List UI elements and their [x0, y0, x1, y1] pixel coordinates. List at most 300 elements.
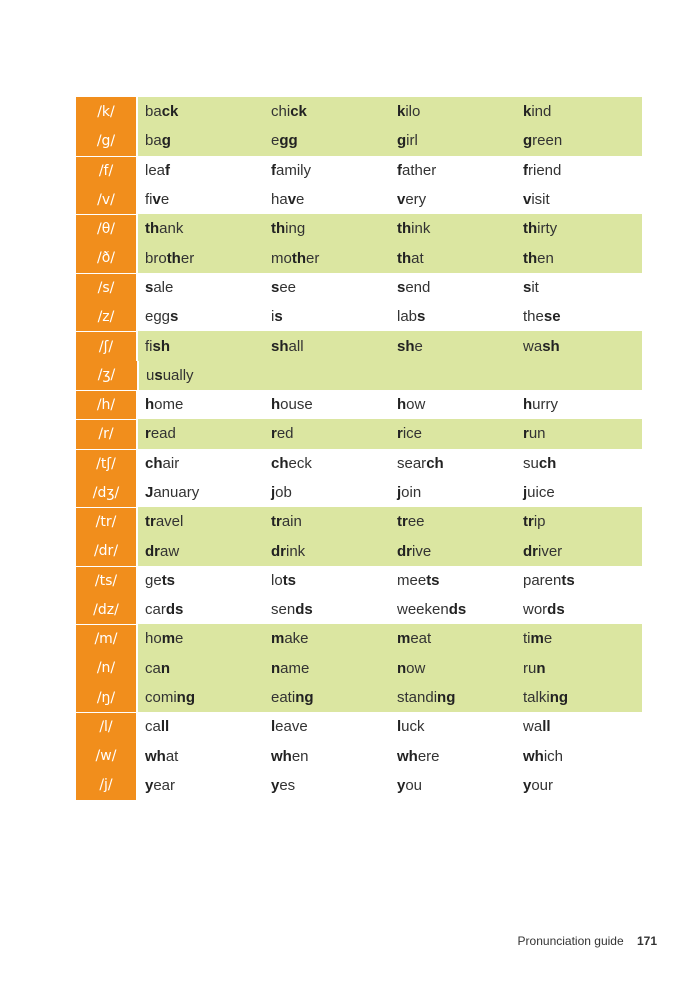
- word-part: iver: [538, 542, 563, 560]
- word-part: paren: [523, 571, 562, 589]
- example-word: [516, 484, 642, 501]
- phoneme-symbol: /v/: [76, 185, 138, 214]
- word-part: ead: [150, 425, 176, 443]
- example-word: [138, 308, 264, 325]
- example-words: [138, 214, 642, 243]
- example-word: [516, 572, 642, 589]
- word-part: ing: [285, 220, 306, 238]
- example-word: [516, 601, 642, 618]
- word-part: sen: [271, 601, 296, 619]
- highlighted-sound: ds: [165, 601, 184, 619]
- highlighted-sound: J: [145, 484, 154, 501]
- word-part: ho: [145, 630, 162, 648]
- highlighted-sound: y: [271, 776, 280, 794]
- phoneme-symbol: /n/: [76, 654, 138, 683]
- example-word: [516, 660, 642, 677]
- highlighted-sound: j: [397, 484, 402, 501]
- highlighted-sound: dr: [271, 542, 286, 560]
- example-word: [390, 630, 516, 647]
- highlighted-sound: ts: [426, 571, 440, 589]
- example-word: [264, 162, 390, 179]
- example-word: [138, 718, 264, 735]
- page-footer: [518, 934, 657, 948]
- word-part: avel: [155, 513, 184, 531]
- example-word: [138, 279, 264, 296]
- example-word: [390, 660, 516, 677]
- sound-group: [76, 331, 642, 390]
- highlighted-sound: ts: [282, 571, 297, 589]
- example-word: [390, 718, 516, 735]
- example-word: [390, 162, 516, 179]
- example-word: [390, 543, 516, 560]
- word-part: chi: [271, 103, 291, 121]
- example-word: [390, 484, 516, 501]
- word-part: talki: [523, 689, 550, 707]
- word-part: reen: [532, 132, 563, 150]
- word-part: ed: [276, 425, 294, 443]
- example-word: [264, 308, 390, 325]
- word-part: car: [145, 601, 166, 619]
- word-part: ow: [406, 396, 426, 414]
- example-word: [264, 689, 390, 706]
- highlighted-sound: sh: [271, 337, 289, 355]
- word-part: ake: [284, 630, 309, 648]
- highlighted-sound: ch: [271, 454, 289, 472]
- highlighted-sound: ch: [538, 454, 557, 472]
- highlighted-sound: y: [145, 776, 154, 794]
- phoneme-symbol: /r/: [76, 419, 138, 448]
- word-part: mo: [271, 249, 292, 267]
- example-word: [138, 455, 264, 472]
- phoneme-symbol: /dz/: [76, 595, 138, 624]
- table-row: [76, 126, 642, 155]
- example-word: [264, 279, 390, 296]
- example-word: [390, 513, 516, 530]
- table-row: [76, 419, 642, 448]
- word-part: ink: [411, 220, 431, 238]
- sound-group: [76, 273, 642, 332]
- example-words: [138, 273, 642, 302]
- example-word: [264, 543, 390, 560]
- highlighted-sound: r: [145, 425, 151, 443]
- table-row: [76, 624, 642, 653]
- highlighted-sound: th: [523, 220, 538, 238]
- highlighted-sound: n: [160, 659, 171, 677]
- highlighted-sound: m: [271, 630, 285, 648]
- word-part: the: [523, 308, 544, 326]
- example-words: [138, 654, 642, 683]
- phoneme-symbol: /z/: [76, 302, 138, 331]
- highlighted-sound: tr: [271, 513, 282, 531]
- highlighted-sound: j: [271, 484, 276, 501]
- example-word: [516, 279, 642, 296]
- example-word: [138, 250, 264, 267]
- highlighted-sound: v: [152, 191, 161, 209]
- word-part: ha: [271, 191, 288, 209]
- example-word: [516, 689, 642, 706]
- example-word: [390, 220, 516, 237]
- highlighted-sound: f: [271, 161, 276, 179]
- highlighted-sound: g: [523, 132, 533, 150]
- word-part: ip: [533, 513, 546, 531]
- highlighted-sound: h: [397, 396, 407, 414]
- highlighted-sound: n: [397, 659, 407, 677]
- example-word: [138, 103, 264, 120]
- example-word: [516, 220, 642, 237]
- word-part: ink: [286, 542, 306, 560]
- example-words: [138, 97, 642, 126]
- example-words: [138, 449, 642, 478]
- word-part: mee: [397, 571, 427, 589]
- example-word: [138, 425, 264, 442]
- highlighted-sound: tr: [397, 513, 408, 531]
- example-word: [390, 308, 516, 325]
- example-word: [390, 455, 516, 472]
- highlighted-sound: ll: [542, 718, 551, 736]
- table-row: [76, 536, 642, 565]
- example-word: [264, 718, 390, 735]
- example-word: [138, 220, 264, 237]
- example-words: [138, 126, 642, 155]
- word-part: er: [306, 249, 320, 267]
- example-word: [516, 513, 642, 530]
- example-words: [138, 390, 642, 419]
- highlighted-sound: f: [523, 161, 528, 179]
- word-part: ou: [405, 776, 423, 794]
- highlighted-sound: y: [523, 776, 532, 794]
- example-word: [138, 777, 264, 794]
- example-words: [138, 595, 642, 624]
- example-words: [138, 683, 642, 712]
- highlighted-sound: r: [397, 425, 403, 443]
- word-part: fi: [145, 191, 153, 209]
- highlighted-sound: g: [397, 132, 407, 150]
- example-word: [264, 601, 390, 618]
- example-word: [264, 396, 390, 413]
- example-word: [264, 748, 390, 765]
- word-part: ru: [523, 659, 537, 677]
- highlighted-sound: v: [397, 191, 406, 209]
- highlighted-sound: ll: [160, 718, 170, 736]
- example-word: [390, 748, 516, 765]
- highlighted-sound: sh: [152, 337, 171, 355]
- word-part: comi: [145, 689, 177, 707]
- example-word: [138, 338, 264, 355]
- example-word: [516, 630, 642, 647]
- example-word: [516, 191, 642, 208]
- table-row: [76, 478, 642, 507]
- phoneme-symbol: /ts/: [76, 566, 138, 595]
- word-part: e: [175, 630, 184, 648]
- highlighted-sound: f: [165, 161, 171, 179]
- highlighted-sound: th: [397, 249, 412, 267]
- example-word: [516, 396, 642, 413]
- example-words: [138, 507, 642, 536]
- table-row: [76, 654, 642, 683]
- example-words: [138, 185, 642, 214]
- word-part: ere: [417, 747, 440, 765]
- example-word: [516, 308, 642, 325]
- example-word: [138, 162, 264, 179]
- example-word: [390, 132, 516, 149]
- highlighted-sound: dr: [145, 542, 160, 560]
- word-part: eave: [275, 718, 308, 736]
- highlighted-sound: m: [530, 630, 544, 648]
- word-part: eat: [410, 630, 432, 648]
- table-row: [76, 273, 642, 302]
- example-word: [138, 601, 264, 618]
- table-row: [76, 390, 642, 419]
- highlighted-sound: ng: [295, 689, 314, 707]
- phoneme-symbol: /m/: [76, 624, 138, 653]
- word-part: at: [165, 747, 179, 765]
- highlighted-sound: th: [166, 249, 181, 267]
- highlighted-sound: sh: [397, 337, 415, 355]
- example-word: [264, 250, 390, 267]
- word-part: u: [146, 366, 155, 384]
- example-word: [264, 484, 390, 501]
- highlighted-sound: th: [291, 249, 307, 267]
- example-word: [264, 455, 390, 472]
- table-row: [76, 595, 642, 624]
- highlighted-sound: gg: [279, 132, 298, 150]
- phoneme-symbol: /w/: [76, 742, 138, 771]
- example-word: [390, 572, 516, 589]
- highlighted-sound: r: [523, 425, 529, 443]
- word-part: end: [405, 278, 431, 296]
- word-part: oin: [401, 484, 422, 501]
- word-part: ery: [405, 191, 427, 209]
- word-part: weeken: [397, 601, 449, 619]
- example-words: [138, 478, 642, 507]
- word-part: ilo: [405, 103, 421, 121]
- word-part: su: [523, 454, 539, 472]
- example-word: [516, 777, 642, 794]
- example-words: [139, 361, 642, 390]
- word-part: isit: [531, 191, 550, 209]
- word-part: es: [279, 776, 296, 794]
- table-row: [76, 361, 642, 390]
- example-words: [138, 742, 642, 771]
- table-row: [76, 566, 642, 595]
- table-row: [76, 214, 642, 243]
- example-words: [138, 566, 642, 595]
- word-part: ca: [145, 718, 161, 736]
- example-word: [390, 338, 516, 355]
- word-part: ually: [162, 366, 194, 384]
- example-word: [516, 455, 642, 472]
- word-part: eck: [288, 454, 312, 472]
- highlighted-sound: th: [397, 220, 412, 238]
- phoneme-symbol: /ŋ/: [76, 683, 138, 712]
- table-row: [76, 97, 642, 126]
- highlighted-sound: tr: [145, 513, 156, 531]
- word-part: standi: [397, 689, 438, 707]
- highlighted-sound: ck: [161, 103, 179, 121]
- highlighted-sound: se: [543, 308, 561, 326]
- word-part: uice: [527, 484, 555, 501]
- example-word: [264, 132, 390, 149]
- table-row: [76, 185, 642, 214]
- phoneme-symbol: /dʒ/: [76, 478, 138, 507]
- example-word: [390, 191, 516, 208]
- phoneme-symbol: /j/: [76, 771, 138, 800]
- phoneme-symbol: /h/: [76, 390, 138, 419]
- word-part: ee: [279, 278, 297, 296]
- sound-group: [76, 156, 642, 215]
- example-word: [138, 572, 264, 589]
- highlighted-sound: h: [523, 396, 533, 414]
- sound-group: [76, 624, 642, 712]
- example-word: [390, 396, 516, 413]
- example-word: [264, 777, 390, 794]
- example-word: [516, 338, 642, 355]
- word-part: ame: [280, 659, 310, 677]
- highlighted-sound: s: [154, 366, 163, 384]
- word-part: ouse: [280, 396, 313, 414]
- example-word: [139, 367, 265, 384]
- word-part: at: [411, 249, 424, 267]
- highlighted-sound: th: [145, 220, 160, 238]
- table-row: [76, 742, 642, 771]
- word-part: e: [543, 630, 553, 648]
- highlighted-sound: j: [523, 484, 528, 501]
- phoneme-symbol: /ʃ/: [76, 331, 138, 360]
- phoneme-symbol: /s/: [76, 273, 138, 302]
- phoneme-symbol: /ʒ/: [76, 361, 139, 390]
- table-row: [76, 302, 642, 331]
- example-words: [138, 712, 642, 741]
- table-row: [76, 712, 642, 741]
- example-word: [138, 484, 264, 501]
- phoneme-symbol: /g/: [76, 126, 138, 155]
- highlighted-sound: tr: [523, 513, 534, 531]
- example-word: [390, 689, 516, 706]
- example-word: [390, 250, 516, 267]
- example-word: [390, 103, 516, 120]
- highlighted-sound: l: [271, 718, 276, 736]
- word-part: wa: [523, 718, 543, 736]
- example-word: [138, 396, 264, 413]
- phoneme-symbol: /k/: [76, 97, 138, 126]
- word-part: our: [531, 776, 554, 794]
- example-word: [264, 660, 390, 677]
- example-word: [138, 513, 264, 530]
- example-word: [516, 250, 642, 267]
- word-part: all: [288, 337, 304, 355]
- word-part: sear: [397, 454, 427, 472]
- table-row: [76, 507, 642, 536]
- example-words: [138, 156, 642, 185]
- example-words: [138, 302, 642, 331]
- phoneme-symbol: /ð/: [76, 243, 138, 272]
- example-words: [138, 624, 642, 653]
- word-part: lo: [271, 571, 283, 589]
- highlighted-sound: s: [523, 278, 532, 296]
- word-part: er: [180, 249, 195, 267]
- word-part: ind: [531, 103, 552, 121]
- phoneme-symbol: /dr/: [76, 536, 138, 565]
- highlighted-sound: h: [271, 396, 281, 414]
- word-part: amily: [276, 161, 312, 179]
- highlighted-sound: wh: [397, 747, 418, 765]
- highlighted-sound: dr: [523, 542, 538, 560]
- word-part: e: [296, 191, 305, 209]
- example-word: [516, 748, 642, 765]
- word-part: fi: [145, 337, 153, 355]
- word-part: irl: [406, 132, 418, 150]
- highlighted-sound: ng: [176, 689, 195, 707]
- sound-group: [76, 214, 642, 273]
- word-part: ow: [406, 659, 426, 677]
- highlighted-sound: wh: [145, 747, 166, 765]
- word-part: anuary: [153, 484, 200, 501]
- word-part: ob: [275, 484, 292, 501]
- table-row: [76, 156, 642, 185]
- highlighted-sound: k: [397, 103, 406, 121]
- highlighted-sound: s: [417, 308, 426, 326]
- highlighted-sound: ts: [561, 571, 575, 589]
- highlighted-sound: wh: [523, 747, 544, 765]
- highlighted-sound: m: [397, 630, 411, 648]
- example-word: [516, 543, 642, 560]
- example-word: [264, 425, 390, 442]
- word-part: it: [531, 278, 539, 296]
- word-part: en: [537, 249, 554, 267]
- word-part: eati: [271, 689, 296, 707]
- highlighted-sound: s: [170, 308, 179, 326]
- word-part: e: [271, 132, 280, 150]
- highlighted-sound: y: [397, 776, 406, 794]
- highlighted-sound: ck: [290, 103, 307, 121]
- example-word: [138, 660, 264, 677]
- example-word: [390, 601, 516, 618]
- page-number: 171: [636, 934, 657, 948]
- word-part: wor: [523, 601, 548, 619]
- example-word: [264, 630, 390, 647]
- word-part: uck: [401, 718, 425, 736]
- sound-group: [76, 449, 642, 508]
- example-word: [138, 543, 264, 560]
- example-words: [138, 771, 642, 800]
- example-word: [516, 718, 642, 735]
- word-part: ank: [159, 220, 184, 238]
- example-word: [264, 103, 390, 120]
- example-word: [516, 425, 642, 442]
- highlighted-sound: h: [145, 396, 155, 414]
- example-word: [516, 103, 642, 120]
- highlighted-sound: g: [161, 132, 171, 150]
- sound-group: [76, 419, 642, 448]
- highlighted-sound: th: [271, 220, 286, 238]
- sound-group: [76, 507, 642, 566]
- word-part: air: [162, 454, 180, 472]
- word-part: ich: [543, 747, 564, 765]
- highlighted-sound: k: [523, 103, 532, 121]
- word-part: e: [414, 337, 423, 355]
- example-word: [264, 572, 390, 589]
- word-part: ather: [402, 161, 437, 179]
- example-word: [138, 689, 264, 706]
- word-part: riend: [528, 161, 562, 179]
- example-word: [264, 191, 390, 208]
- word-part: ear: [153, 776, 176, 794]
- word-part: ain: [281, 513, 302, 531]
- word-part: aw: [160, 542, 180, 560]
- word-part: lea: [145, 161, 166, 179]
- highlighted-sound: m: [161, 630, 176, 648]
- highlighted-sound: n: [536, 659, 546, 677]
